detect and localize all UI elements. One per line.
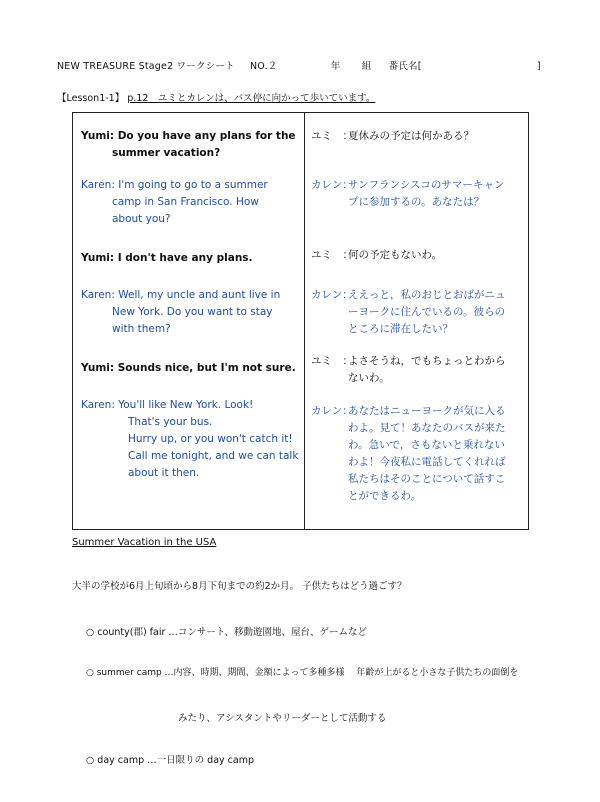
lesson-page-ref: p.12 ユミとカレンは、バス停に向かって歩いています。 [127,93,376,104]
dialogue-en-1: Yumi: Do you have any plans for the summer vacation? [81,130,296,159]
section-title: Summer Vacation in the USA [72,537,217,548]
list-item-summer-camp: ○ summer camp …内容、時期、期間、金額によって多種多様 年齢が上がると小さな子供たちの面倒を [86,668,519,678]
dialogue-ja-4: カレン：ええっと，私のおじとおばがニュ ーヨークに住んでいるの。彼らの ところに滞在したい？ [311,289,506,335]
year-label: 年 [330,61,341,72]
dialogue-ja-1: ユミ ：夏休みの予定は何かある？ [311,130,474,142]
worksheet-title: NEW TREASURE Stage2 ワークシート [57,61,235,72]
dialogue-table [72,112,529,530]
dialogue-ja-5: ユミ ：よさそうね，でもちょっとわから ないわ。 [311,355,506,384]
dialogue-en-2: Karen: I'm going to go to a summer camp in San Francisco. How about you? [81,179,268,225]
dialogue-en-3: Yumi: I don't have any plans. [81,252,253,264]
section-intro: 大半の学校が6月上旬頃から8月下旬までの約2か月。 子供たちはどう過ごす？ [72,581,407,592]
worksheet-header [57,58,541,72]
lesson-label: 【Lesson1-1】 [57,93,125,104]
column-divider [304,113,305,529]
name-bracket-close: ] [536,61,541,72]
dialogue-en-5: Yumi: Sounds nice, but I'm not sure. [81,362,296,374]
dialogue-en-4: Karen: Well, my uncle and aunt live in New York. Do you want to stay with them? [81,289,281,335]
worksheet-number: NO.２ [249,61,278,72]
dialogue-ja-2: カレン：サンフランシスコのサマーキャン プに参加するの。あなたは？ [311,179,505,208]
list-item-county-fair: ○ county(郡) fair …コンサート、移動遊園地、屋台、ゲームなど [86,627,368,638]
list-item-day-camp: ○ day camp …一日限りの day camp [86,755,254,766]
class-label: 組 [361,61,372,72]
dialogue-ja-3: ユミ ：何の予定もないわ。 [311,249,443,261]
lesson-heading [57,90,375,104]
name-label: 番氏名[ [388,61,422,72]
list-item-summer-camp-continued: みたり、アシスタントやリーダーとして活動する [178,713,387,724]
dialogue-en-6: Karen: You'll like New York. Look! That's your bus. Hurry up, or you won't catch it! Call me tonight, and we can talk about it then. [81,399,299,479]
dialogue-ja-6: カレン：あなたはニューヨークが気に入る わよ。見て！あなたのバスが来た わ。急いで，さもないと乗れない わよ！今夜私に電話してくれれば 私たちはそのことについて話すこ とができるわ。 [311,405,506,502]
